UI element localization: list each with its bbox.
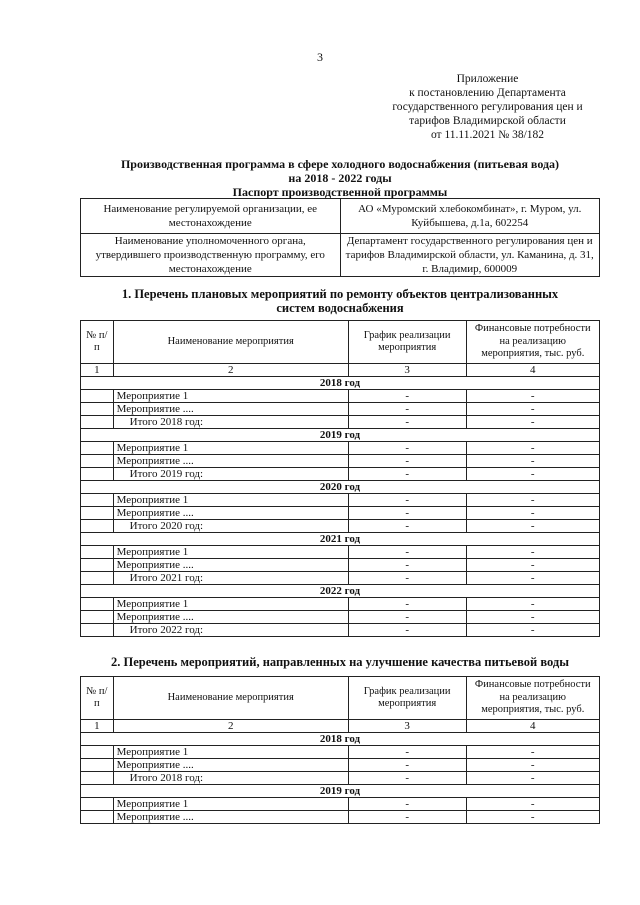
table-row [81, 772, 600, 785]
schedule-value: - [348, 759, 466, 772]
event-name: Мероприятие .... [113, 403, 348, 416]
appendix-block [375, 72, 600, 142]
row-number [81, 416, 114, 429]
table-row [81, 390, 600, 403]
title-line: Производственная программа в сфере холодного водоснабжения (питьевая вода) [120, 157, 560, 171]
finance-value: - [466, 390, 599, 403]
header-row [81, 321, 600, 364]
row-number [81, 455, 114, 468]
year-label: 2019 год [81, 785, 600, 798]
row-number [81, 468, 114, 481]
col-header-schedule: График реализации мероприятия [348, 321, 466, 364]
table-row [81, 416, 600, 429]
passport-value: Департамент государственного регулирования цен и тарифов Владимирской области, ул. Каманина, д. 31, г. Владимир, 600009 [340, 234, 600, 277]
schedule-value: - [348, 746, 466, 759]
table-row [81, 624, 600, 637]
finance-value: - [466, 624, 599, 637]
finance-value: - [466, 546, 599, 559]
table-row [81, 559, 600, 572]
col-header-schedule: График реализации мероприятия [348, 677, 466, 720]
year-row [81, 429, 600, 442]
column-number: 2 [113, 364, 348, 377]
total-label: Итого 2021 год: [113, 572, 348, 585]
column-number: 3 [348, 720, 466, 733]
finance-value: - [466, 759, 599, 772]
passport-table [80, 198, 600, 277]
schedule-value: - [348, 416, 466, 429]
year-label: 2019 год [81, 429, 600, 442]
table-row [81, 234, 600, 277]
col-header-num: № п/п [81, 321, 114, 364]
section2-title: 2. Перечень мероприятий, направленных на улучшение качества питьевой воды [111, 655, 569, 669]
finance-value: - [466, 416, 599, 429]
row-number [81, 598, 114, 611]
event-name: Мероприятие .... [113, 455, 348, 468]
year-row [81, 733, 600, 746]
schedule-value: - [348, 559, 466, 572]
table-row [81, 811, 600, 824]
year-row [81, 377, 600, 390]
section-title-line: систем водоснабжения [276, 301, 404, 315]
year-label: 2021 год [81, 533, 600, 546]
row-number [81, 559, 114, 572]
row-number [81, 759, 114, 772]
col-header-finance: Финансовые потребности на реализацию мероприятия, тыс. руб. [466, 677, 599, 720]
finance-value: - [466, 468, 599, 481]
header-row [81, 677, 600, 720]
table-row [81, 494, 600, 507]
row-number [81, 442, 114, 455]
column-number-row [81, 720, 600, 733]
section-title-line: 1. Перечень плановых мероприятий по ремонту объектов централизованных [121, 287, 559, 301]
finance-value: - [466, 811, 599, 824]
row-number [81, 611, 114, 624]
finance-value: - [466, 746, 599, 759]
passport-title: Паспорт производственной программы [232, 185, 448, 199]
table-row [81, 798, 600, 811]
schedule-value: - [348, 798, 466, 811]
finance-value: - [466, 442, 599, 455]
row-number [81, 746, 114, 759]
section2-table [80, 676, 600, 824]
finance-value: - [466, 611, 599, 624]
column-number: 1 [81, 720, 114, 733]
column-number: 4 [466, 364, 599, 377]
passport-label: Наименование уполномоченного органа, утвердившего производственную программу, его местонахождение [81, 234, 341, 277]
passport-value: АО «Муромский хлебокомбинат», г. Муром, ул. Куйбышева, д.1а, 602254 [340, 199, 600, 234]
event-name: Мероприятие .... [113, 559, 348, 572]
schedule-value: - [348, 494, 466, 507]
row-number [81, 390, 114, 403]
row-number [81, 572, 114, 585]
row-number [81, 798, 114, 811]
finance-value: - [466, 572, 599, 585]
finance-value: - [466, 598, 599, 611]
section1-title [70, 287, 610, 315]
page-number: 3 [317, 50, 323, 64]
event-name: Мероприятие 1 [113, 546, 348, 559]
row-number [81, 624, 114, 637]
table-row [81, 199, 600, 234]
schedule-value: - [348, 507, 466, 520]
finance-value: - [466, 559, 599, 572]
event-name: Мероприятие 1 [113, 798, 348, 811]
schedule-value: - [348, 624, 466, 637]
schedule-value: - [348, 546, 466, 559]
table-row [81, 507, 600, 520]
total-label: Итого 2019 год: [113, 468, 348, 481]
schedule-value: - [348, 572, 466, 585]
appendix-line: от 11.11.2021 № 38/182 [430, 129, 545, 141]
column-number: 3 [348, 364, 466, 377]
year-row [81, 785, 600, 798]
table-row [81, 746, 600, 759]
row-number [81, 772, 114, 785]
event-name: Мероприятие .... [113, 507, 348, 520]
event-name: Мероприятие 1 [113, 390, 348, 403]
schedule-value: - [348, 611, 466, 624]
section1-table [80, 320, 600, 637]
table-row [81, 403, 600, 416]
finance-value: - [466, 507, 599, 520]
finance-value: - [466, 455, 599, 468]
event-name: Мероприятие 1 [113, 598, 348, 611]
column-number-row [81, 364, 600, 377]
table-row [81, 598, 600, 611]
column-number: 1 [81, 364, 114, 377]
table-row [81, 455, 600, 468]
finance-value: - [466, 772, 599, 785]
table-row [81, 468, 600, 481]
event-name: Мероприятие .... [113, 759, 348, 772]
table-row [81, 611, 600, 624]
row-number [81, 520, 114, 533]
row-number [81, 494, 114, 507]
schedule-value: - [348, 455, 466, 468]
schedule-value: - [348, 403, 466, 416]
col-header-name: Наименование мероприятия [113, 677, 348, 720]
column-number: 2 [113, 720, 348, 733]
row-number [81, 507, 114, 520]
finance-value: - [466, 494, 599, 507]
total-label: Итого 2022 год: [113, 624, 348, 637]
year-row [81, 481, 600, 494]
event-name: Мероприятие 1 [113, 494, 348, 507]
appendix-line: Приложение [456, 73, 519, 85]
total-label: Итого 2020 год: [113, 520, 348, 533]
schedule-value: - [348, 811, 466, 824]
year-row [81, 533, 600, 546]
col-header-finance: Финансовые потребности на реализацию мероприятия, тыс. руб. [466, 321, 599, 364]
col-header-name: Наименование мероприятия [113, 321, 348, 364]
event-name: Мероприятие 1 [113, 746, 348, 759]
total-label: Итого 2018 год: [113, 416, 348, 429]
schedule-value: - [348, 772, 466, 785]
event-name: Мероприятие .... [113, 611, 348, 624]
event-name: Мероприятие 1 [113, 442, 348, 455]
passport-label: Наименование регулируемой организации, ее местонахождение [81, 199, 341, 234]
table-row [81, 520, 600, 533]
event-name: Мероприятие .... [113, 811, 348, 824]
schedule-value: - [348, 520, 466, 533]
year-row [81, 585, 600, 598]
table-row [81, 572, 600, 585]
schedule-value: - [348, 598, 466, 611]
table-row [81, 442, 600, 455]
schedule-value: - [348, 390, 466, 403]
row-number [81, 403, 114, 416]
document-title [70, 157, 610, 199]
title-line: на 2018 - 2022 годы [288, 171, 392, 185]
year-label: 2020 год [81, 481, 600, 494]
appendix-line: к постановлению Департамента [409, 87, 566, 99]
row-number [81, 546, 114, 559]
appendix-line: тарифов Владимирской области [409, 115, 566, 127]
row-number [81, 811, 114, 824]
finance-value: - [466, 798, 599, 811]
total-label: Итого 2018 год: [113, 772, 348, 785]
year-label: 2018 год [81, 377, 600, 390]
table-row [81, 546, 600, 559]
schedule-value: - [348, 468, 466, 481]
table-row [81, 759, 600, 772]
schedule-value: - [348, 442, 466, 455]
column-number: 4 [466, 720, 599, 733]
appendix-line: государственного регулирования цен и [392, 101, 583, 113]
year-label: 2022 год [81, 585, 600, 598]
col-header-num: № п/п [81, 677, 114, 720]
finance-value: - [466, 403, 599, 416]
year-label: 2018 год [81, 733, 600, 746]
finance-value: - [466, 520, 599, 533]
